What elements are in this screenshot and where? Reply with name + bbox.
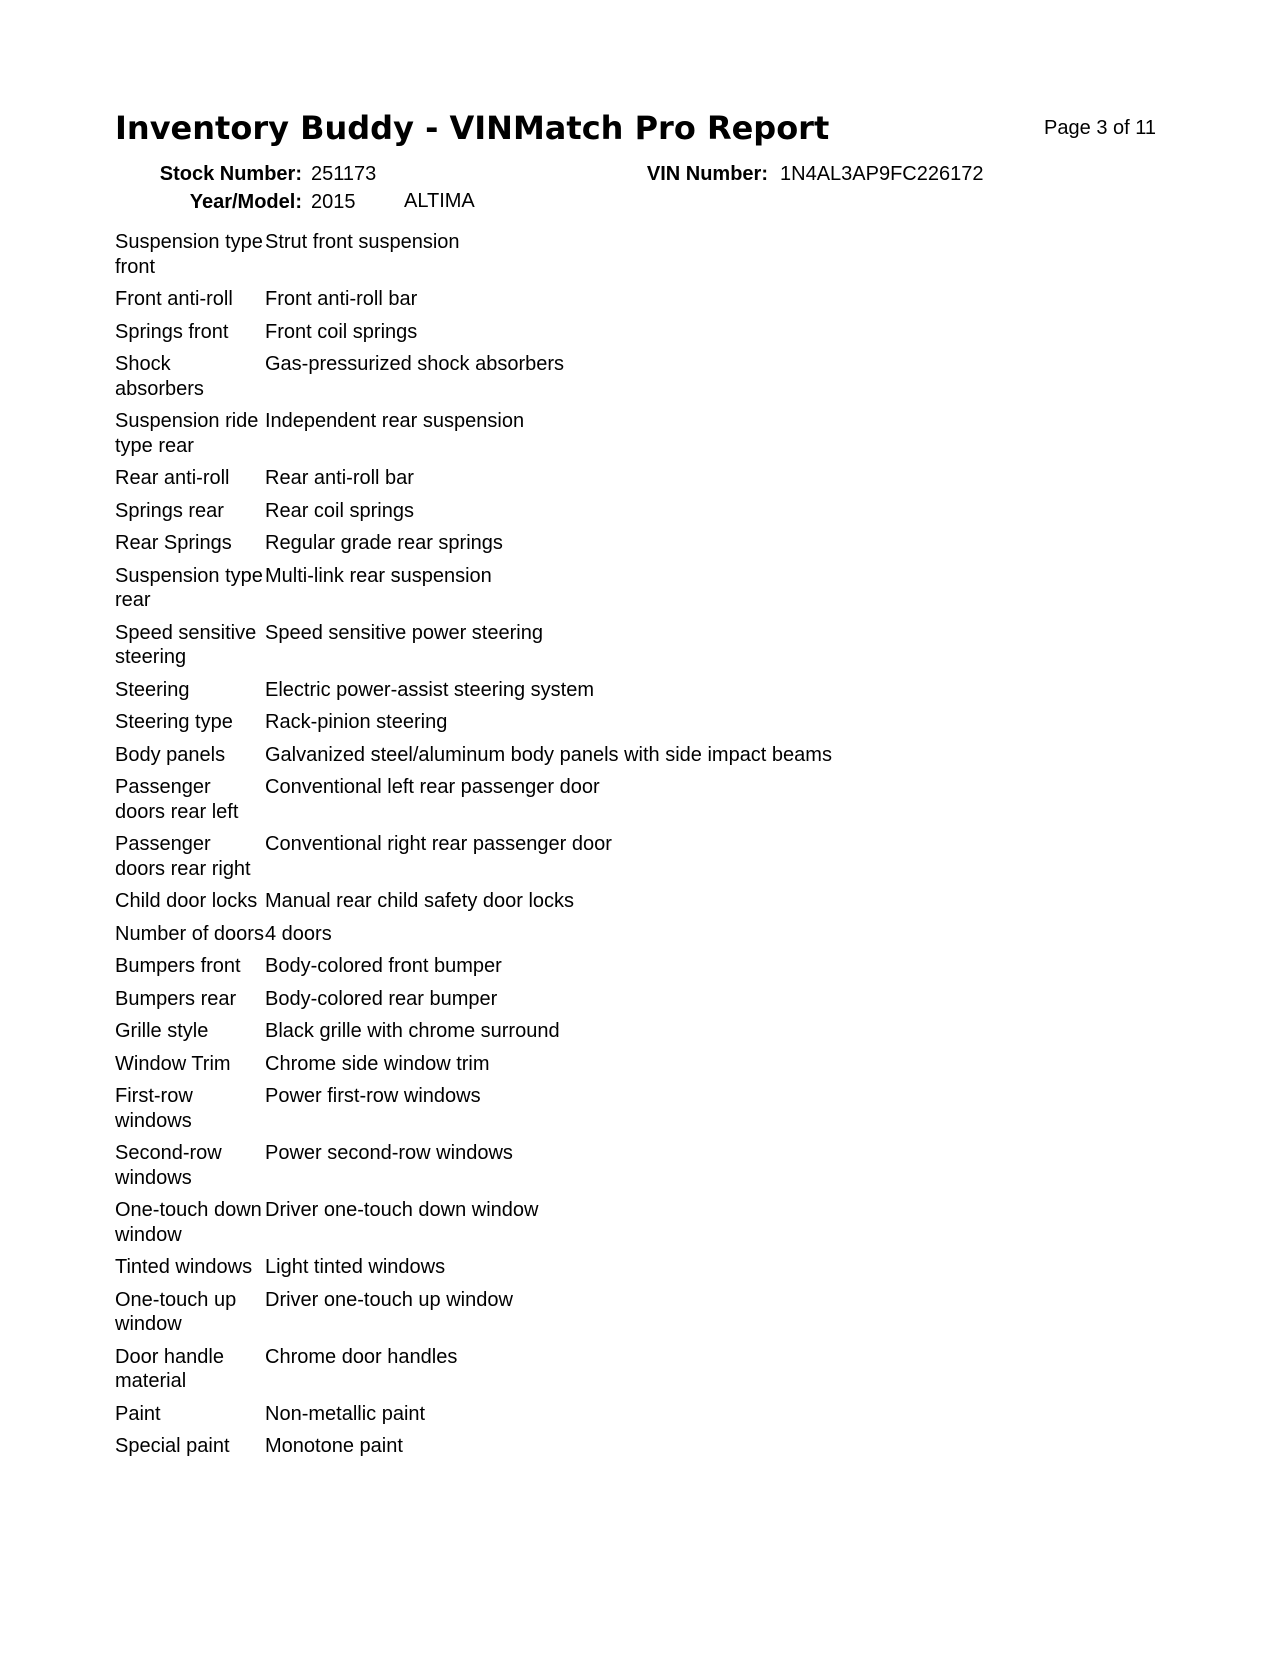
spec-label: Springs front xyxy=(115,320,229,343)
spec-value: Black grille with chrome surround xyxy=(265,1020,560,1042)
spec-value: Driver one-touch down window xyxy=(265,1199,539,1221)
spec-label: Speed sensitive steering xyxy=(115,621,257,668)
spec-value: Non-metallic paint xyxy=(265,1402,426,1425)
spec-value: Conventional left rear passenger door xyxy=(265,776,600,798)
spec-label: Passenger doors rear right xyxy=(115,833,251,880)
spec-label: Suspension type front xyxy=(115,231,263,278)
spec-label: Body panels xyxy=(115,743,226,766)
spec-row xyxy=(115,987,1115,1012)
spec-value: Monotone paint xyxy=(265,1435,403,1457)
year-value: 2015 xyxy=(311,191,356,213)
spec-row xyxy=(115,889,1115,914)
spec-value: Independent rear suspension xyxy=(265,410,525,432)
spec-label: Paint xyxy=(115,1402,161,1425)
spec-label: Bumpers front xyxy=(115,955,241,977)
spec-label: Tinted windows xyxy=(115,1256,253,1278)
spec-value: 4 doors xyxy=(265,922,332,945)
spec-value: Power second-row windows xyxy=(265,1142,513,1164)
spec-value: Strut front suspension xyxy=(265,231,460,253)
spec-label: Suspension ride type rear xyxy=(115,410,259,457)
spec-value: Manual rear child safety door locks xyxy=(265,890,575,912)
vin-number-label: VIN Number: xyxy=(646,163,768,185)
spec-row xyxy=(115,230,1115,279)
spec-row xyxy=(115,1434,1115,1459)
spec-row xyxy=(115,409,1115,458)
spec-label: Rear anti-roll xyxy=(115,467,230,489)
spec-row xyxy=(115,466,1115,491)
spec-value: Front coil springs xyxy=(265,320,418,343)
spec-row xyxy=(115,832,1115,881)
spec-label: One-touch down window xyxy=(115,1199,262,1246)
spec-row xyxy=(115,1345,1115,1394)
spec-label: Steering type xyxy=(115,711,233,733)
spec-value: Driver one-touch up window xyxy=(265,1288,513,1311)
spec-value: Multi-link rear suspension xyxy=(265,564,492,587)
spec-value: Chrome side window trim xyxy=(265,1052,490,1075)
spec-label: Second-row windows xyxy=(115,1142,222,1189)
spec-row xyxy=(115,954,1115,979)
spec-label: Springs rear xyxy=(115,499,224,522)
spec-row xyxy=(115,1052,1115,1077)
report-title: Inventory Buddy - VINMatch Pro Report xyxy=(115,109,830,147)
spec-row xyxy=(115,352,1115,401)
spec-row xyxy=(115,1019,1115,1044)
spec-label: Special paint xyxy=(115,1435,230,1457)
spec-value: Conventional right rear passenger door xyxy=(265,833,612,855)
spec-row xyxy=(115,775,1115,824)
spec-value: Gas-pressurized shock absorbers xyxy=(265,353,565,375)
spec-value: Speed sensitive power steering xyxy=(265,621,543,644)
spec-label: Child door locks xyxy=(115,890,258,912)
spec-label: Suspension type rear xyxy=(115,564,263,611)
spec-label: Steering xyxy=(115,678,190,701)
vin-number-value: 1N4AL3AP9FC226172 xyxy=(780,163,984,185)
spec-row xyxy=(115,564,1115,613)
spec-value: Regular grade rear springs xyxy=(265,532,503,554)
spec-value: Light tinted windows xyxy=(265,1256,446,1278)
stock-number-label: Stock Number: xyxy=(159,163,302,185)
spec-row xyxy=(115,621,1115,670)
spec-value: Rack-pinion steering xyxy=(265,711,448,733)
spec-label: Grille style xyxy=(115,1020,209,1042)
spec-value: Body-colored rear bumper xyxy=(265,987,498,1010)
spec-label: Passenger doors rear left xyxy=(115,776,239,823)
spec-value: Power first-row windows xyxy=(265,1085,481,1107)
spec-row xyxy=(115,499,1115,524)
spec-value: Galvanized steel/aluminum body panels with side impact beams xyxy=(265,743,832,766)
spec-row xyxy=(115,678,1115,703)
spec-label: Door handle material xyxy=(115,1345,224,1392)
spec-row xyxy=(115,1255,1115,1280)
spec-row xyxy=(115,922,1115,947)
spec-row xyxy=(115,710,1115,735)
year-model-label: Year/Model: xyxy=(189,191,302,213)
spec-row xyxy=(115,1402,1115,1427)
spec-label: Bumpers rear xyxy=(115,987,237,1010)
spec-value: Chrome door handles xyxy=(265,1345,458,1368)
spec-row xyxy=(115,531,1115,556)
spec-label: Window Trim xyxy=(115,1052,231,1075)
spec-value: Body-colored front bumper xyxy=(265,955,502,977)
spec-table xyxy=(115,230,1115,1467)
spec-row xyxy=(115,1198,1115,1247)
spec-row xyxy=(115,320,1115,345)
spec-row xyxy=(115,1141,1115,1190)
spec-row xyxy=(115,743,1115,768)
spec-value: Front anti-roll bar xyxy=(265,288,418,310)
spec-row xyxy=(115,287,1115,312)
stock-number-value: 251173 xyxy=(311,163,377,185)
spec-value: Rear anti-roll bar xyxy=(265,467,414,489)
spec-label: One-touch up window xyxy=(115,1288,237,1335)
spec-label: Rear Springs xyxy=(115,532,232,554)
spec-row xyxy=(115,1084,1115,1133)
page-number: Page 3 of 11 xyxy=(1044,117,1156,139)
spec-value: Rear coil springs xyxy=(265,499,414,522)
model-value: ALTIMA xyxy=(404,190,475,212)
spec-row xyxy=(115,1288,1115,1337)
spec-label: First-row windows xyxy=(115,1085,193,1132)
spec-value: Electric power-assist steering system xyxy=(265,678,594,701)
spec-label: Front anti-roll xyxy=(115,288,233,310)
spec-label: Number of doors xyxy=(115,922,264,945)
spec-label: Shock absorbers xyxy=(115,353,204,400)
